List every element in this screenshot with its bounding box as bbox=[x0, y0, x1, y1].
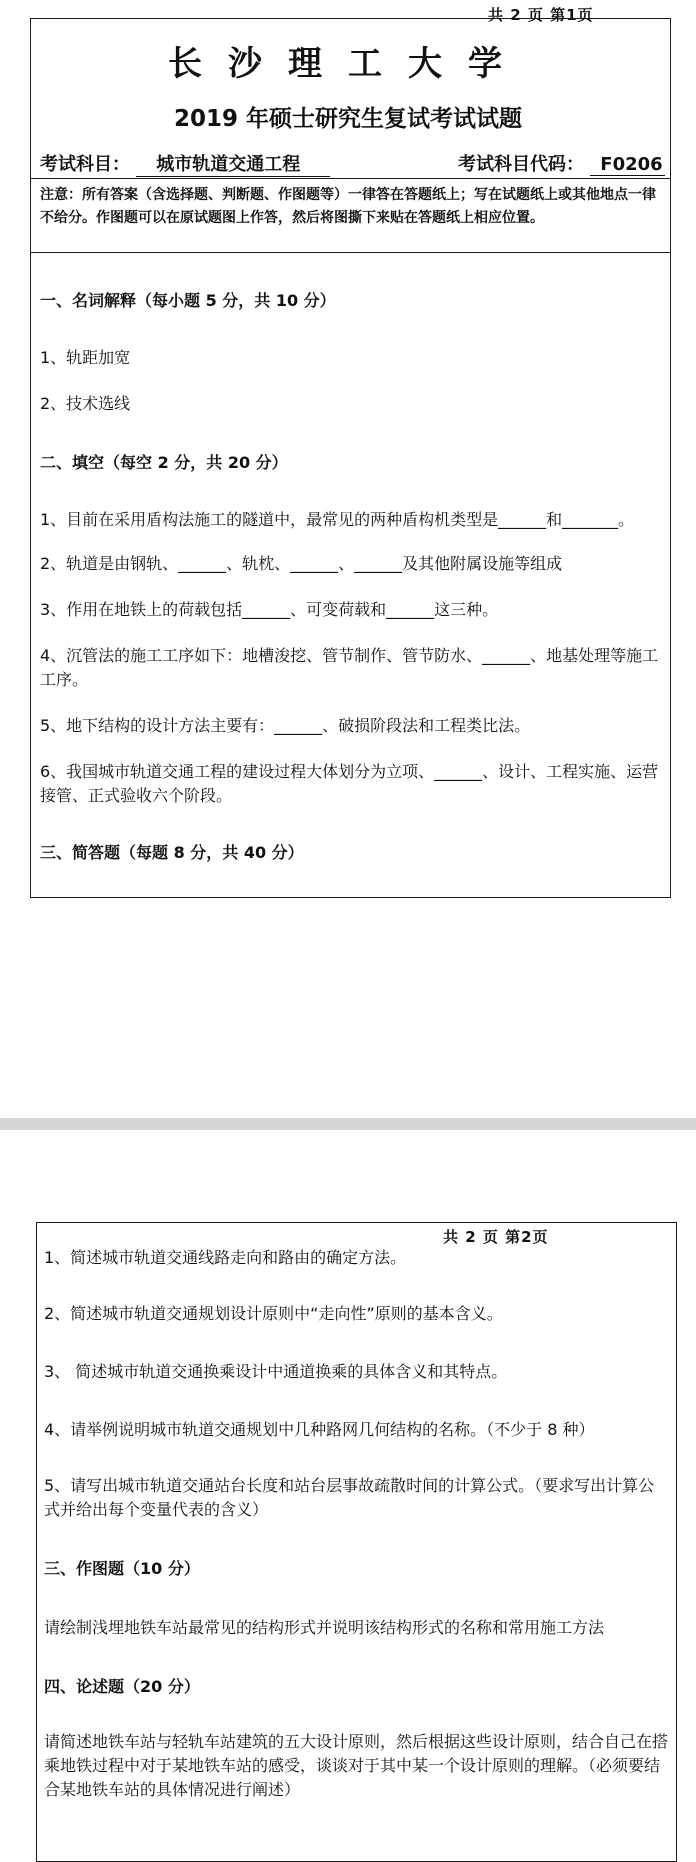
subject-code-row bbox=[458, 150, 665, 176]
question-item: 6、我国城市轨道交通工程的建设过程大体划分为立项、______、设计、工程实施、运营接管、正式验收六个阶段。 bbox=[40, 762, 659, 805]
section-3-title: 三、简答题（每题 8 分，共 40 分） bbox=[40, 843, 304, 862]
notice-divider bbox=[30, 252, 671, 253]
question-item: 2、技术选线 bbox=[40, 394, 131, 413]
question-item: 请简述地铁车站与轻轨车站建筑的五大设计原则，然后根据这些设计原则，结合自己在搭乘地铁过程中对于某地铁车站的感受，谈谈对于其中某一个设计原则的理解。（必须要结合某地铁车站的具体情况进行阐述） bbox=[44, 1732, 669, 1799]
question-item: 5、地下结构的设计方法主要有：______、破损阶段法和工程类比法。 bbox=[40, 716, 531, 735]
subject-code-label: 考试科目代码： bbox=[458, 154, 584, 175]
question-item: 请绘制浅埋地铁车站最常见的结构形式并说明该结构形式的名称和常用施工方法 bbox=[44, 1618, 605, 1637]
essay-section-title: 四、论述题（20 分） bbox=[44, 1677, 200, 1696]
page-info: 共 2 页 第1页 bbox=[488, 6, 594, 24]
drawing-section-title: 三、作图题（10 分） bbox=[44, 1559, 200, 1578]
question-item: 4、请举例说明城市轨道交通规划中几种路网几何结构的名称。（不少于 8 种） bbox=[44, 1420, 595, 1439]
exam-page-2 bbox=[0, 1130, 696, 1842]
exam-title: 2019 年硕士研究生复试考试试题 bbox=[173, 106, 523, 132]
section-1-title: 一、名词解释（每小题 5 分，共 10 分） bbox=[40, 291, 336, 310]
section-2-title: 二、填空（每空 2 分，共 20 分） bbox=[40, 453, 288, 472]
question-item: 2、简述城市轨道交通规划设计原则中“走向性”原则的基本含义。 bbox=[44, 1304, 503, 1323]
question-item: 2、轨道是由钢轨、______、轨枕、______、______及其他附属设施等组成 bbox=[40, 554, 563, 573]
subject-label: 考试科目： bbox=[40, 154, 130, 175]
question-item: 3、作用在地铁上的荷载包括______、可变荷载和______这三种。 bbox=[40, 600, 499, 619]
question-item: 1、轨距加宽 bbox=[40, 348, 131, 367]
subject-row bbox=[40, 150, 330, 177]
question-item: 5、请写出城市轨道交通站台长度和站台层事故疏散时间的计算公式。（要求写出计算公式并给出每个变量代表的含义） bbox=[44, 1476, 655, 1519]
university-name: 长沙理工大学 bbox=[168, 44, 528, 84]
question-item: 3、 简述城市轨道交通换乘设计中通道换乘的具体含义和其特点。 bbox=[44, 1362, 508, 1381]
exam-notice: 注意：所有答案（含选择题、判断题、作图题等）一律答在答题纸上；写在试题纸上或其他地点一律不给分。作图题可以在原试题图上作答，然后将图撕下来贴在答题纸上相应位置。 bbox=[40, 187, 656, 226]
header-divider bbox=[30, 178, 671, 179]
subject-code-value: F0206 bbox=[590, 154, 664, 176]
question-item: 1、简述城市轨道交通线路走向和路由的确定方法。 bbox=[44, 1248, 407, 1267]
page-info: 共 2 页 第2页 bbox=[443, 1228, 549, 1246]
page-separator bbox=[0, 1118, 696, 1130]
question-item: 1、目前在采用盾构法施工的隧道中，最常见的两种盾构机类型是______和_______。 bbox=[40, 510, 635, 529]
question-item: 4、沉管法的施工工序如下：地槽浚挖、管节制作、管节防水、______、地基处理等施工工序。 bbox=[40, 646, 659, 689]
subject-name: 城市轨道交通工程 bbox=[136, 150, 330, 177]
